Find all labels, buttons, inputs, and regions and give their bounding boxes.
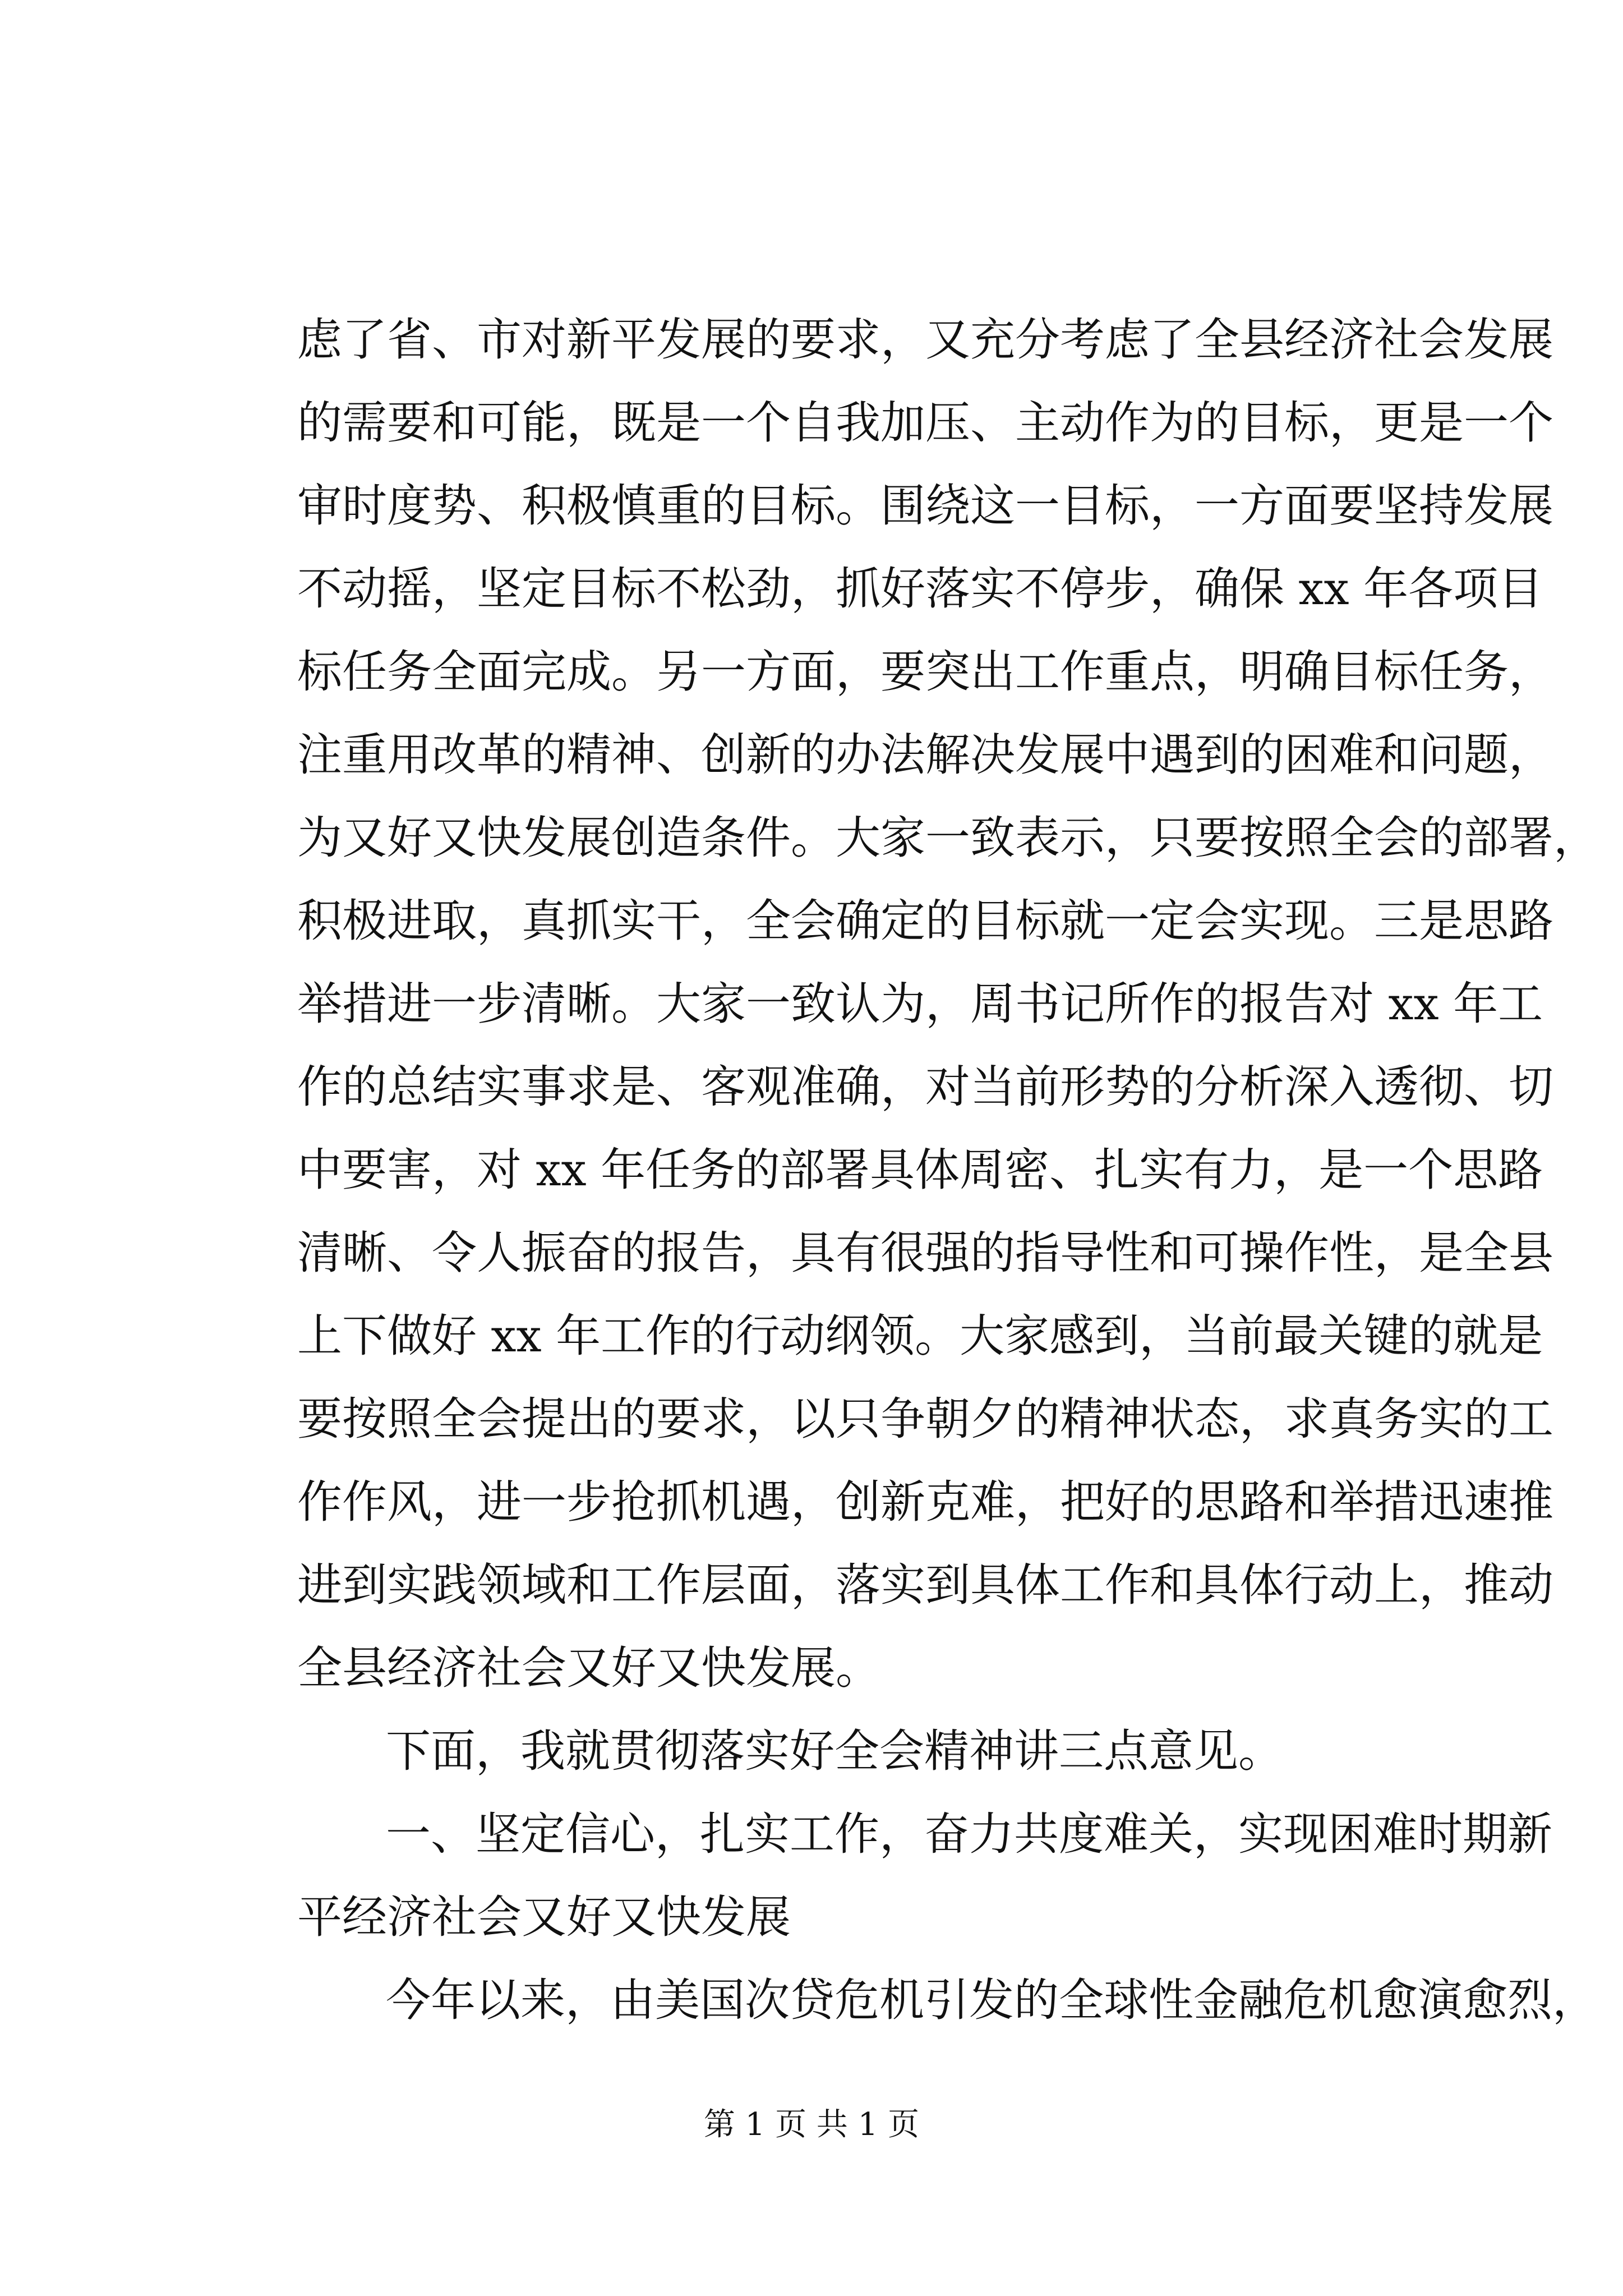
- section-heading-line: 平经济社会又好又快发展: [297, 1891, 791, 1943]
- text-line: 上下做好 xx 年工作的行动纲领。大家感到，当前最关键的就是: [297, 1310, 1543, 1362]
- text-line: 标任务全面完成。另一方面，要突出工作重点，明确目标任务，: [297, 646, 1553, 698]
- text-line: 要按照全会提出的要求，以只争朝夕的精神状态，求真务实的工: [297, 1393, 1553, 1445]
- text-line: 清晰、令人振奋的报告，具有很强的指导性和可操作性，是全县: [297, 1227, 1553, 1279]
- text-line: 积极进取，真抓实干，全会确定的目标就一定会实现。三是思路: [297, 895, 1553, 947]
- text-line: 中要害，对 xx 年任务的部署具体周密、扎实有力，是一个思路: [297, 1144, 1543, 1196]
- text-line: 今年以来，由美国次贷危机引发的全球性金融危机愈演愈烈，: [386, 1974, 1597, 2026]
- text-line: 下面，我就贯彻落实好全会精神讲三点意见。: [386, 1725, 1283, 1777]
- text-line: 的需要和可能，既是一个自我加压、主动作为的目标，更是一个: [297, 397, 1553, 449]
- text-line: 作的总结实事求是、客观准确，对当前形势的分析深入透彻、切: [297, 1061, 1553, 1113]
- text-line: 进到实践领域和工作层面，落实到具体工作和具体行动上，推动: [297, 1559, 1553, 1611]
- text-line: 全县经济社会又好又快发展。: [297, 1642, 880, 1694]
- text-line: 为又好又快发展创造条件。大家一致表示，只要按照全会的部署，: [297, 812, 1598, 864]
- text-line: 作作风，进一步抢抓机遇，创新克难，把好的思路和举措迅速推: [297, 1476, 1553, 1528]
- section-heading-line: 一、坚定信心，扎实工作，奋力共度难关，实现困难时期新: [386, 1808, 1552, 1860]
- text-line: 虑了省、市对新平发展的要求，又充分考虑了全县经济社会发展: [297, 314, 1553, 366]
- document-body: [297, 298, 1598, 2042]
- text-line: 注重用改革的精神、创新的办法解决发展中遇到的困难和问题，: [297, 729, 1553, 781]
- text-line: 不动摇，坚定目标不松劲，抓好落实不停步，确保 xx 年各项目: [297, 563, 1543, 615]
- page-number-footer: 第 1 页 共 1 页: [703, 2106, 920, 2143]
- text-line: 审时度势、积极慎重的目标。围绕这一目标，一方面要坚持发展: [297, 480, 1553, 532]
- text-line: 举措进一步清晰。大家一致认为，周书记所作的报告对 xx 年工: [297, 978, 1543, 1030]
